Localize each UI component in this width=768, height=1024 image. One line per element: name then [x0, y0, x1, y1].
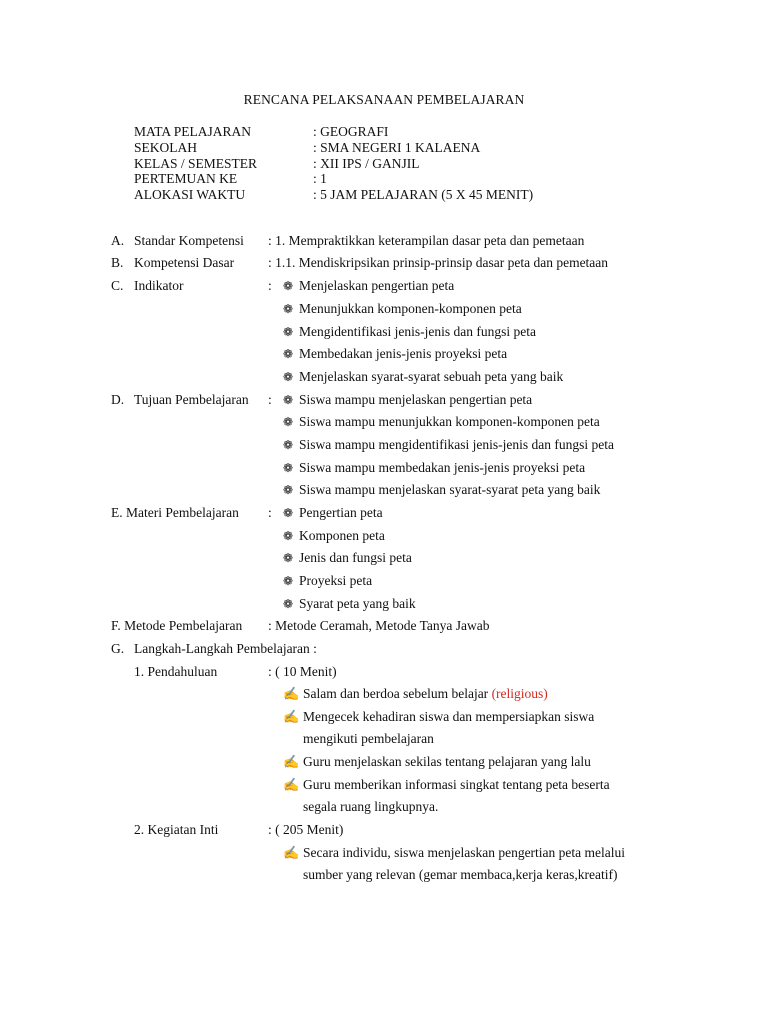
header-value: : 1 — [313, 171, 327, 186]
section-marker: B. — [111, 255, 124, 270]
header-label: KELAS / SEMESTER — [134, 156, 258, 171]
flower-bullet-icon: ❁ — [283, 302, 294, 316]
list-item: ❁ Siswa mampu menjelaskan syarat-syarat peta yang baik — [283, 482, 601, 497]
section-label: F. Metode Pembelajaran — [111, 618, 243, 633]
pen-bullet-icon: ✍ — [283, 777, 300, 792]
flower-bullet-icon: ❁ — [283, 393, 294, 407]
header-value: : SMA NEGERI 1 KALAENA — [313, 140, 481, 155]
section-label: E. Materi Pembelajaran — [111, 505, 239, 520]
list-item: ❁ Proyeksi peta — [283, 573, 373, 588]
header-label: ALOKASI WAKTU — [134, 187, 246, 202]
header-value: : 5 JAM PELAJARAN (5 X 45 MENIT) — [313, 187, 534, 202]
step-label: 1. Pendahuluan — [134, 664, 218, 679]
step-label: 2. Kegiatan Inti — [134, 822, 219, 837]
section-value: : 1. Mempraktikkan keterampilan dasar peta dan pemetaan — [268, 233, 585, 248]
flower-bullet-icon: ❁ — [283, 370, 294, 384]
step-item-continuation: segala ruang lingkupnya. — [303, 799, 439, 814]
header-label: SEKOLAH — [134, 140, 197, 155]
pen-bullet-icon: ✍ — [283, 845, 300, 860]
section-label: Tujuan Pembelajaran — [134, 392, 249, 407]
step-item-continuation: sumber yang relevan (gemar membaca,kerja keras,kreatif) — [303, 867, 618, 882]
section-colon: : — [268, 505, 272, 520]
flower-bullet-icon: ❁ — [283, 415, 294, 429]
list-item: ❁ Siswa mampu membedakan jenis-jenis proyeksi peta — [283, 460, 586, 475]
document-title: RENCANA PELAKSANAAN PEMBELAJARAN — [243, 92, 525, 107]
list-item: ❁ Jenis dan fungsi peta — [283, 550, 412, 565]
flower-bullet-icon: ❁ — [283, 574, 294, 588]
highlight-text: (religious) — [491, 686, 548, 701]
section-label: Langkah-Langkah Pembelajaran : — [134, 641, 317, 656]
section-value: : Metode Ceramah, Metode Tanya Jawab — [268, 618, 490, 633]
flower-bullet-icon: ❁ — [283, 438, 294, 452]
list-item: ❁ Menunjukkan komponen-komponen peta — [283, 301, 522, 316]
list-item: ❁ Menjelaskan pengertian peta — [283, 278, 455, 293]
flower-bullet-icon: ❁ — [283, 279, 294, 293]
flower-bullet-icon: ❁ — [283, 597, 294, 611]
section-value: : 1.1. Mendiskripsikan prinsip-prinsip dasar peta dan pemetaan — [268, 255, 609, 270]
header-label: PERTEMUAN KE — [134, 171, 238, 186]
list-item: ❁ Mengidentifikasi jenis-jenis dan fungsi peta — [283, 324, 536, 339]
header-label: MATA PELAJARAN — [134, 124, 252, 139]
list-item: ❁ Syarat peta yang baik — [283, 596, 416, 611]
step-item: ✍ Guru memberikan informasi singkat tentang peta beserta — [283, 777, 610, 792]
section-marker: A. — [111, 233, 125, 248]
step-item: ✍ Secara individu, siswa menjelaskan pengertian peta melalui — [283, 845, 626, 860]
header-value: : GEOGRAFI — [313, 124, 389, 139]
flower-bullet-icon: ❁ — [283, 461, 294, 475]
list-item: ❁ Menjelaskan syarat-syarat sebuah peta yang baik — [283, 369, 564, 384]
flower-bullet-icon: ❁ — [283, 529, 294, 543]
section-label: Kompetensi Dasar — [134, 255, 235, 270]
section-colon: : — [268, 392, 272, 407]
flower-bullet-icon: ❁ — [283, 506, 294, 520]
section-marker: G. — [111, 641, 125, 656]
list-item: ❁ Pengertian peta — [283, 505, 383, 520]
list-item: ❁ Siswa mampu menunjukkan komponen-komponen peta — [283, 414, 600, 429]
flower-bullet-icon: ❁ — [283, 325, 294, 339]
list-item: ❁ Membedakan jenis-jenis proyeksi peta — [283, 346, 508, 361]
section-label: Standar Kompetensi — [134, 233, 244, 248]
header-value: : XII IPS / GANJIL — [313, 156, 420, 171]
list-item: ❁ Siswa mampu menjelaskan pengertian peta — [283, 392, 533, 407]
list-item: ❁ Siswa mampu mengidentifikasi jenis-jenis dan fungsi peta — [283, 437, 614, 452]
pen-bullet-icon: ✍ — [283, 709, 300, 724]
step-item: ✍ Salam dan berdoa sebelum belajar (religious) — [283, 686, 548, 701]
section-label: Indikator — [134, 278, 184, 293]
flower-bullet-icon: ❁ — [283, 483, 294, 497]
flower-bullet-icon: ❁ — [283, 551, 294, 565]
pen-bullet-icon: ✍ — [283, 754, 300, 769]
step-item: ✍ Guru menjelaskan sekilas tentang pelajaran yang lalu — [283, 754, 591, 769]
step-item: ✍ Mengecek kehadiran siswa dan mempersiapkan siswa — [283, 709, 595, 724]
list-item: ❁ Komponen peta — [283, 528, 385, 543]
pen-bullet-icon: ✍ — [283, 686, 300, 701]
section-colon: : — [268, 278, 272, 293]
step-duration: : ( 10 Menit) — [268, 664, 337, 679]
step-item-continuation: mengikuti pembelajaran — [303, 731, 434, 746]
section-marker: C. — [111, 278, 124, 293]
section-marker: D. — [111, 392, 125, 407]
step-duration: : ( 205 Menit) — [268, 822, 344, 837]
flower-bullet-icon: ❁ — [283, 347, 294, 361]
